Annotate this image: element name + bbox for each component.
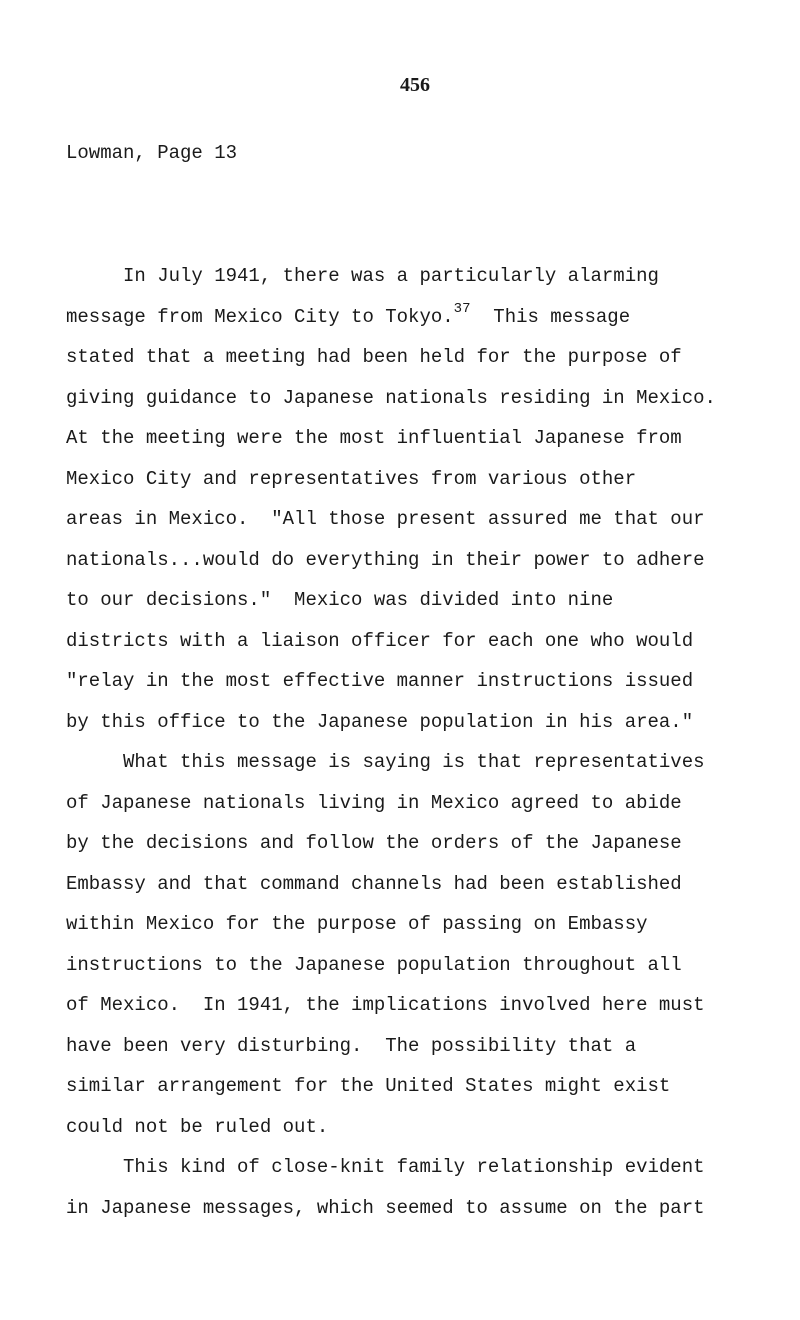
text-line: by this office to the Japanese population in his area." [66,711,694,733]
text-line: have been very disturbing. The possibility that a [66,1035,637,1057]
text-segment: This message [470,306,631,328]
text-line: of Mexico. In 1941, the implications involved here must [66,994,705,1016]
text-line: "relay in the most effective manner instructions issued [66,670,694,692]
text-line: within Mexico for the purpose of passing on Embassy [66,913,648,935]
text-line: instructions to the Japanese population throughout all [66,954,682,976]
text-line: nationals...would do everything in their power to adhere [66,549,705,571]
footnote-reference: 37 [453,301,471,317]
page-number: 456 [400,74,430,96]
text-line: In July 1941, there was a particularly alarming [66,265,659,287]
text-line: giving guidance to Japanese nationals residing in Mexico. [66,387,716,409]
text-line: in Japanese messages, which seemed to assume on the part [66,1197,705,1219]
text-line: areas in Mexico. "All those present assured me that our [66,508,705,530]
text-line: by the decisions and follow the orders of the Japanese [66,832,682,854]
text-line: Mexico City and representatives from various other [66,468,637,490]
text-line: This kind of close-knit family relationship evident [66,1156,705,1178]
text-line: districts with a liaison officer for each one who would [66,630,694,652]
text-line: stated that a meeting had been held for the purpose of [66,346,682,368]
text-line [66,301,631,331]
text-line: could not be ruled out. [66,1116,329,1138]
text-segment: message from Mexico City to Tokyo. [66,306,454,328]
text-line: Embassy and that command channels had been established [66,873,682,895]
text-line: of Japanese nationals living in Mexico agreed to abide [66,792,682,814]
text-line: similar arrangement for the United States might exist [66,1075,671,1097]
text-line: to our decisions." Mexico was divided into nine [66,589,614,611]
text-line: At the meeting were the most influential Japanese from [66,427,682,449]
running-head: Lowman, Page 13 [66,142,238,164]
text-line: What this message is saying is that representatives [66,751,705,773]
